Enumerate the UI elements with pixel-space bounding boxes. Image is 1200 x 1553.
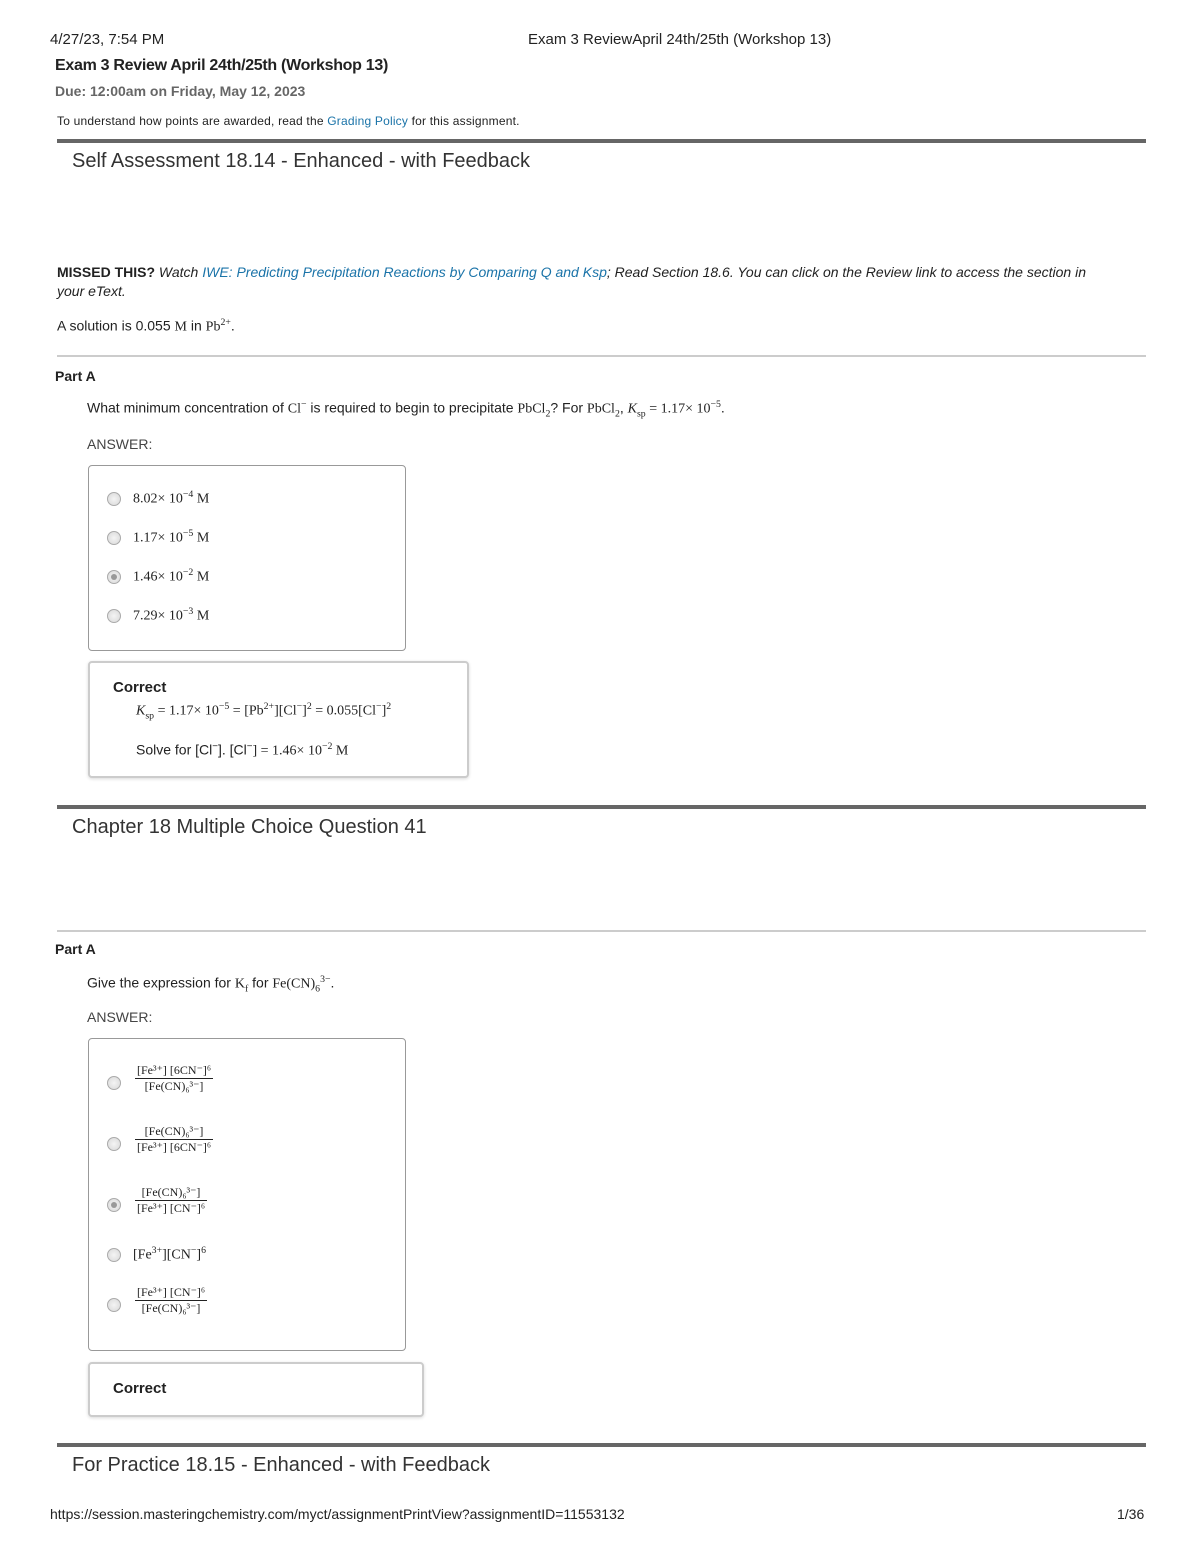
q2-k-sub: f (244, 983, 249, 995)
answer-option-1[interactable] (133, 489, 209, 508)
intro-ion: Pb (205, 319, 221, 335)
fb-cl-charge2: − (376, 701, 382, 712)
q2-complex: Fe(CN) (272, 976, 316, 992)
q-ion: Cl (287, 401, 301, 417)
intro-end: . (230, 317, 235, 334)
fb2-ch: − (212, 741, 218, 752)
q-salt-sub: 2 (545, 408, 551, 420)
section-title: For Practice 18.15 - Enhanced - with Feedback (72, 1454, 490, 1476)
q-salt2-sub: 2 (614, 408, 620, 420)
fb2-c: ] = 1.46× 10 (252, 743, 322, 759)
part-label: Part A (55, 941, 96, 957)
fb-c: ][Cl (274, 703, 297, 719)
q-salt2: PbCl (586, 401, 615, 417)
feedback-equation (136, 701, 391, 721)
answer-radio[interactable] (107, 1248, 121, 1262)
q2-mid: for (248, 974, 273, 991)
section-title: Chapter 18 Multiple Choice Question 41 (72, 816, 427, 838)
print-doc-title: Exam 3 ReviewApril 24th/25th (Workshop 13) (528, 31, 832, 48)
option-unit: M (196, 569, 210, 585)
page-number: 1/36 (1117, 1506, 1145, 1522)
option-denominator: [Fe³⁺] [6CN⁻]⁶ (137, 1140, 212, 1154)
fb-pb-charge: 2+ (263, 701, 275, 712)
q-ksp-sub: sp (636, 408, 646, 420)
intro-charge: 2+ (220, 317, 231, 328)
option-numerator: [Fe(CN)₆³⁻] (135, 1186, 207, 1201)
option-unit: M (196, 608, 210, 624)
q-salt: PbCl (517, 401, 546, 417)
q2-end: . (330, 974, 335, 991)
fb-e: = 0.055[Cl (311, 703, 377, 719)
part-label: Part A (55, 368, 96, 384)
fb-a: = 1.17× 10 (154, 703, 219, 719)
iwe-video-link[interactable]: IWE: Predicting Precipitation Reactions by Comparing Q and Ksp (202, 264, 607, 280)
fb2-exp: −2 (321, 741, 333, 752)
option-exponent: −5 (182, 528, 194, 539)
feedback-box (88, 1362, 424, 1417)
opt4-a: [Fe (133, 1247, 152, 1263)
option-denominator: [Fe(CN)₆³⁻] (141, 1301, 201, 1315)
fb2-b: ]. [Cl (217, 741, 247, 758)
question-text (87, 974, 334, 994)
option-mantissa: 1.17× 10 (133, 530, 183, 546)
answer-radio[interactable] (107, 1137, 121, 1151)
option-numerator: [Fe³⁺] [CN⁻]⁶ (137, 1285, 206, 1299)
q-end: . (720, 399, 725, 416)
section-divider (57, 805, 1146, 809)
fb-k-sub: sp (145, 710, 155, 722)
due-date: Due: 12:00am on Friday, May 12, 2023 (55, 83, 306, 99)
fb-cl-charge: − (296, 701, 303, 712)
fb-exp: −5 (218, 701, 230, 712)
answer-radio-selected[interactable] (107, 1198, 121, 1212)
policy-prefix: To understand how points are awarded, read the (57, 114, 328, 128)
option-denominator: [Fe³⁺] [CN⁻]⁶ (137, 1201, 206, 1215)
fb-sq: 2 (306, 701, 312, 712)
answer-option-4[interactable] (133, 1245, 206, 1264)
section-divider (57, 139, 1146, 143)
fb-k: K (136, 703, 146, 719)
opt4-charge: 3+ (151, 1245, 163, 1256)
answer-radio[interactable] (107, 531, 121, 545)
q-ksp: K (627, 401, 637, 417)
q-mid2: ? For (550, 399, 587, 416)
assignment-title: Exam 3 Review April 24th/25th (Workshop 13) (55, 57, 388, 74)
option-unit: M (196, 491, 210, 507)
q-prefix: What minimum concentration of (87, 399, 288, 416)
option-mantissa: 8.02× 10 (133, 491, 183, 507)
option-exponent: −4 (182, 489, 194, 500)
fb-sq2: 2 (386, 701, 392, 712)
problem-intro (57, 317, 235, 336)
answer-radio[interactable] (107, 492, 121, 506)
q2-complex-sub: 6 (315, 983, 321, 995)
grading-policy-note (57, 114, 520, 128)
opt4-b: ][CN (162, 1247, 191, 1263)
answer-radio-selected[interactable] (107, 570, 121, 584)
opt4-charge2: − (190, 1245, 197, 1256)
section-divider (57, 1443, 1146, 1447)
q-mid: is required to begin to precipitate (306, 399, 518, 416)
option-unit: M (196, 530, 210, 546)
option-numerator: [Fe³⁺] [6CN⁻]⁶ (137, 1063, 212, 1077)
option-denominator: [Fe(CN)₆³⁻] (144, 1079, 204, 1093)
question-text: What minimum concentration of Cl− is required to begin to precipitate PbCl$_2$? For PbCl$_2$, $K_{sp} = 1.17\times 10^{-5}$. (87, 399, 725, 420)
feedback-title: Correct (113, 679, 167, 696)
part-divider (57, 355, 1146, 357)
policy-suffix: for this assignment. (408, 114, 520, 128)
grading-policy-link[interactable]: Grading Policy (327, 114, 409, 128)
q2-k: K (234, 976, 245, 992)
fb-d: ] (302, 703, 307, 719)
missed-this-note (57, 263, 1117, 301)
page-url: https://session.masteringchemistry.com/myct/assignmentPrintView?assignmentID=11553132 (50, 1506, 625, 1522)
answer-radio[interactable] (107, 1298, 121, 1312)
print-datetime: 4/27/23, 7:54 PM (50, 31, 165, 48)
answer-option-2[interactable] (135, 1125, 213, 1154)
answer-option-3[interactable] (133, 567, 209, 586)
answer-choices-box (88, 465, 406, 651)
q2-prefix: Give the expression for (87, 974, 235, 991)
answer-option-2[interactable] (133, 528, 209, 547)
missed-watch: Watch (155, 264, 203, 280)
answer-option-3[interactable] (135, 1186, 207, 1215)
opt4-c: ] (196, 1247, 202, 1263)
q2-complex-charge: 3− (320, 974, 331, 985)
answer-option-5[interactable] (135, 1286, 207, 1315)
intro-mid: in (186, 317, 206, 334)
option-mantissa: 1.46× 10 (133, 569, 183, 585)
answer-choices-box (88, 1038, 406, 1351)
fb2-unit: M (332, 743, 349, 759)
fb2-ch2: − (246, 741, 253, 752)
option-mantissa: 7.29× 10 (133, 608, 183, 624)
missed-label: MISSED THIS? (57, 264, 156, 280)
feedback-box (88, 661, 469, 778)
q-ksp-val: = 1.17× 10 (645, 401, 711, 417)
feedback-solve (136, 741, 348, 760)
intro-unit: M (174, 319, 187, 335)
missed-rest: ; Read Section 18.6. You can click on the Review link to access the section in your eText. (57, 264, 1086, 299)
q-ksp-exp: −5 (710, 399, 721, 410)
fb2-a: Solve for [Cl (136, 741, 213, 758)
q-ion-charge: − (300, 399, 307, 410)
fb-b: = [Pb (229, 703, 264, 719)
answer-option-1[interactable] (135, 1064, 213, 1093)
option-exponent: −3 (182, 606, 194, 617)
intro-prefix: A solution is 0.055 (57, 317, 175, 334)
option-exponent: −2 (182, 567, 194, 578)
answer-label: ANSWER: (87, 436, 153, 452)
fb-f: ] (381, 703, 387, 719)
answer-option-4[interactable] (133, 606, 209, 625)
feedback-title: Correct (113, 1380, 167, 1397)
answer-label: ANSWER: (87, 1009, 153, 1025)
opt4-exp: 6 (201, 1245, 206, 1256)
answer-radio[interactable] (107, 609, 121, 623)
part-divider (57, 930, 1146, 932)
answer-radio[interactable] (107, 1076, 121, 1090)
section-title: Self Assessment 18.14 - Enhanced - with Feedback (72, 150, 531, 172)
option-numerator: [Fe(CN)₆³⁻] (135, 1125, 213, 1140)
